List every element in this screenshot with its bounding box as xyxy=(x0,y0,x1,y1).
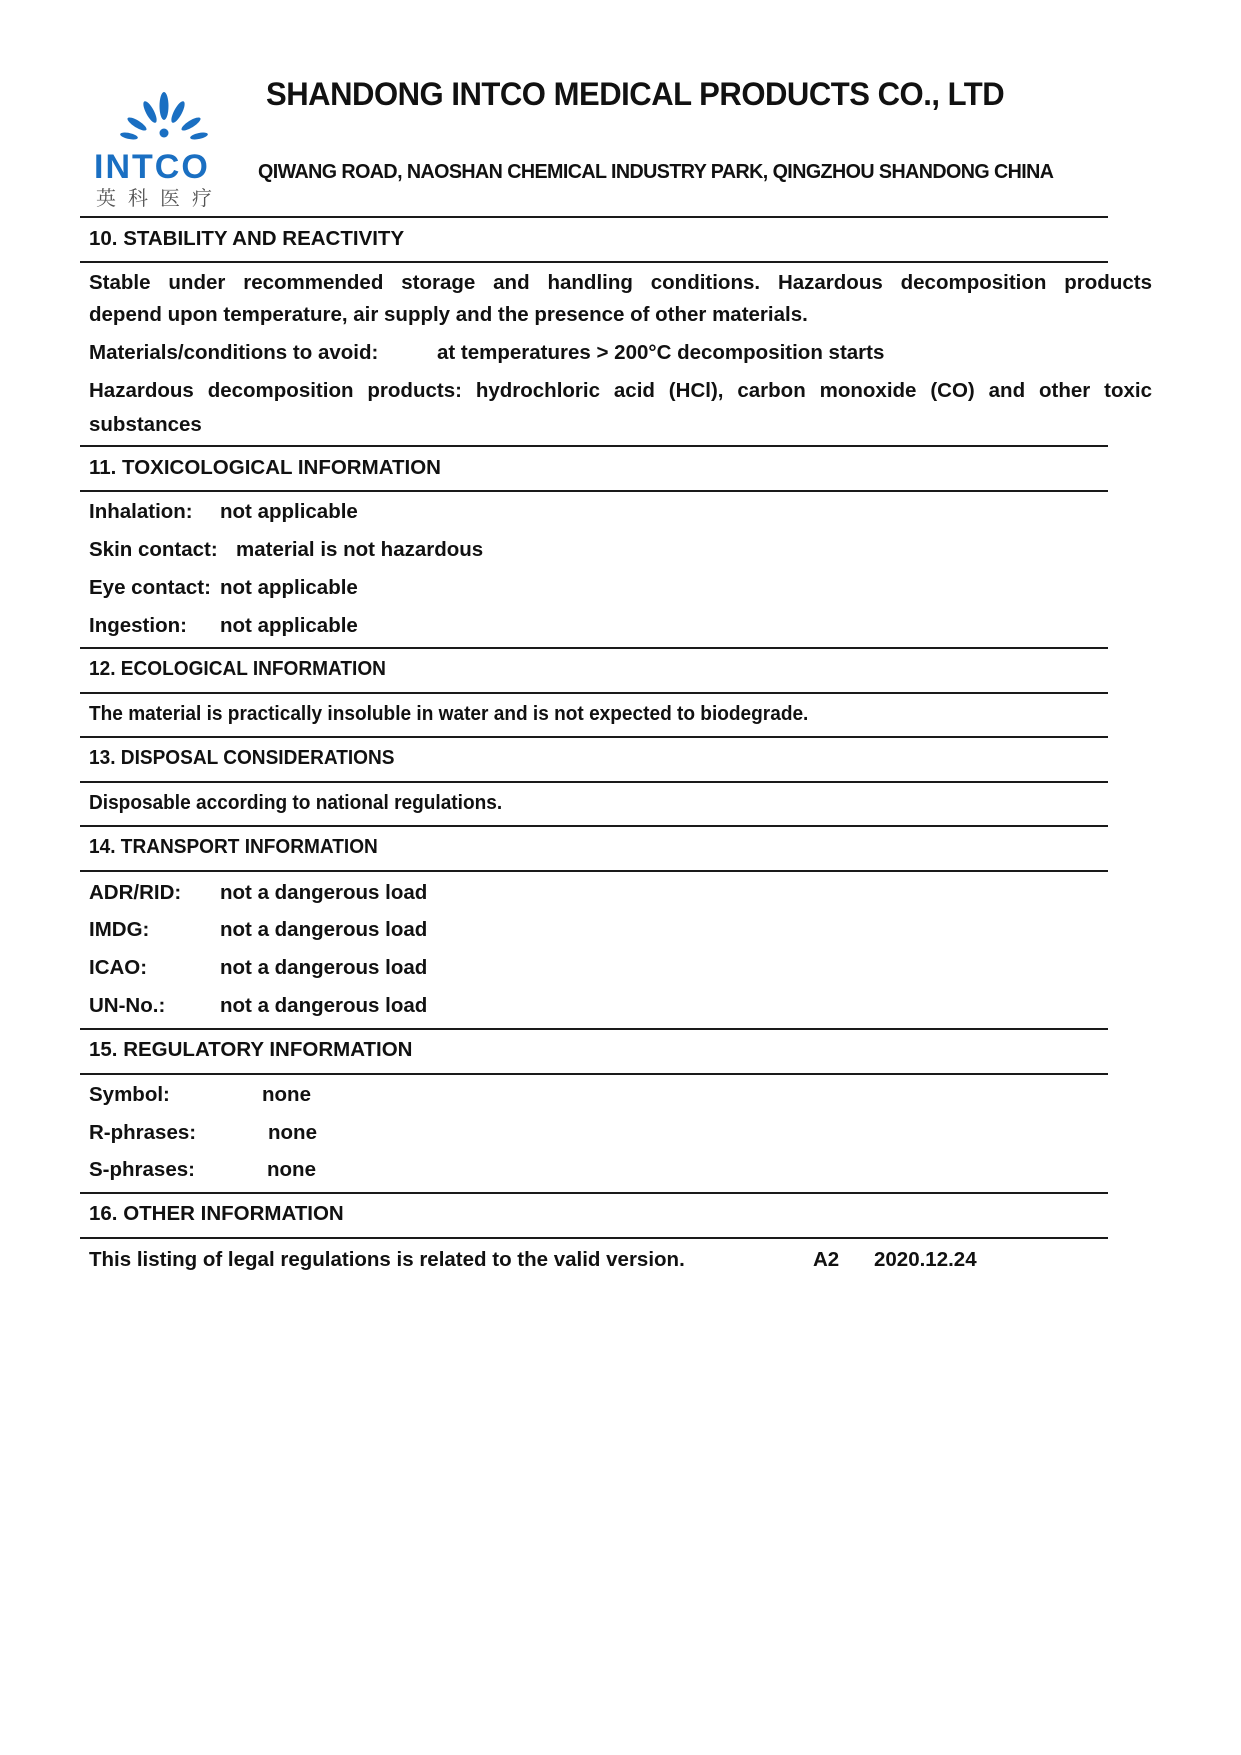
divider xyxy=(80,1073,1108,1075)
transport-label: ADR/RID: xyxy=(89,881,182,904)
version-code: A2 xyxy=(813,1248,840,1271)
divider xyxy=(80,1028,1108,1030)
tox-value: not applicable xyxy=(220,614,358,637)
intco-logo xyxy=(92,92,237,210)
divider xyxy=(80,647,1108,649)
tox-value: not applicable xyxy=(220,500,358,523)
other-info-text: This listing of legal regulations is related to the valid version. xyxy=(89,1248,685,1271)
tox-label: Ingestion: xyxy=(89,614,187,637)
logo-wordmark: INTCO xyxy=(94,148,210,186)
company-name: SHANDONG INTCO MEDICAL PRODUCTS CO., LTD xyxy=(266,76,1005,112)
transport-label: ICAO: xyxy=(89,956,148,979)
regulatory-value: none xyxy=(262,1083,311,1106)
avoid-label: Materials/conditions to avoid: xyxy=(89,341,379,364)
transport-value: not a dangerous load xyxy=(220,994,428,1017)
divider xyxy=(80,490,1108,492)
divider xyxy=(80,781,1108,783)
tox-label: Eye contact: xyxy=(89,576,211,599)
disposal-text: Disposable according to national regulations. xyxy=(89,791,503,814)
section-13-title: 13. DISPOSAL CONSIDERATIONS xyxy=(89,746,395,769)
hazard-products-line2: substances xyxy=(89,413,202,436)
regulatory-value: none xyxy=(267,1158,316,1181)
sunburst-icon xyxy=(114,92,214,152)
divider xyxy=(80,1237,1108,1239)
regulatory-value: none xyxy=(268,1121,317,1144)
transport-label: IMDG: xyxy=(89,918,150,941)
section-10-title: 10. STABILITY AND REACTIVITY xyxy=(89,227,405,250)
regulatory-label: S-phrases: xyxy=(89,1158,195,1181)
divider xyxy=(80,261,1108,263)
transport-value: not a dangerous load xyxy=(220,881,428,904)
divider xyxy=(80,1192,1108,1194)
tox-value: material is not hazardous xyxy=(236,538,484,561)
tox-value: not applicable xyxy=(220,576,358,599)
section-15-title: 15. REGULATORY INFORMATION xyxy=(89,1038,413,1061)
transport-value: not a dangerous load xyxy=(220,956,428,979)
tox-label: Skin contact: xyxy=(89,538,218,561)
divider xyxy=(80,216,1108,218)
regulatory-label: Symbol: xyxy=(89,1083,170,1106)
avoid-value: at temperatures > 200°C decomposition starts xyxy=(437,341,885,364)
section-16-title: 16. OTHER INFORMATION xyxy=(89,1202,344,1225)
logo-chinese-text: 英科医疗 xyxy=(96,186,224,210)
transport-label: UN-No.: xyxy=(89,994,166,1017)
ecological-text: The material is practically insoluble in water and is not expected to biodegrade. xyxy=(89,702,809,725)
revision-date: 2020.12.24 xyxy=(874,1248,977,1271)
hazard-products-line1: Hazardous decomposition products: hydrochloric acid (HCl), carbon monoxide (CO) and other toxic xyxy=(89,379,1152,402)
section-12-title: 12. ECOLOGICAL INFORMATION xyxy=(89,657,386,680)
divider xyxy=(80,825,1108,827)
divider xyxy=(80,736,1108,738)
divider xyxy=(80,445,1108,447)
regulatory-label: R-phrases: xyxy=(89,1121,197,1144)
divider xyxy=(80,870,1108,872)
section-11-title: 11. TOXICOLOGICAL INFORMATION xyxy=(89,456,441,479)
tox-label: Inhalation: xyxy=(89,500,193,523)
transport-value: not a dangerous load xyxy=(220,918,428,941)
section-14-title: 14. TRANSPORT INFORMATION xyxy=(89,835,378,858)
company-address: QIWANG ROAD, NAOSHAN CHEMICAL INDUSTRY PARK, QINGZHOU SHANDONG CHINA xyxy=(258,160,1054,183)
section-10-paragraph-line2: depend upon temperature, air supply and the presence of other materials. xyxy=(89,303,808,326)
divider xyxy=(80,692,1108,694)
section-10-paragraph-line1: Stable under recommended storage and handling conditions. Hazardous decomposition products xyxy=(89,271,1152,294)
